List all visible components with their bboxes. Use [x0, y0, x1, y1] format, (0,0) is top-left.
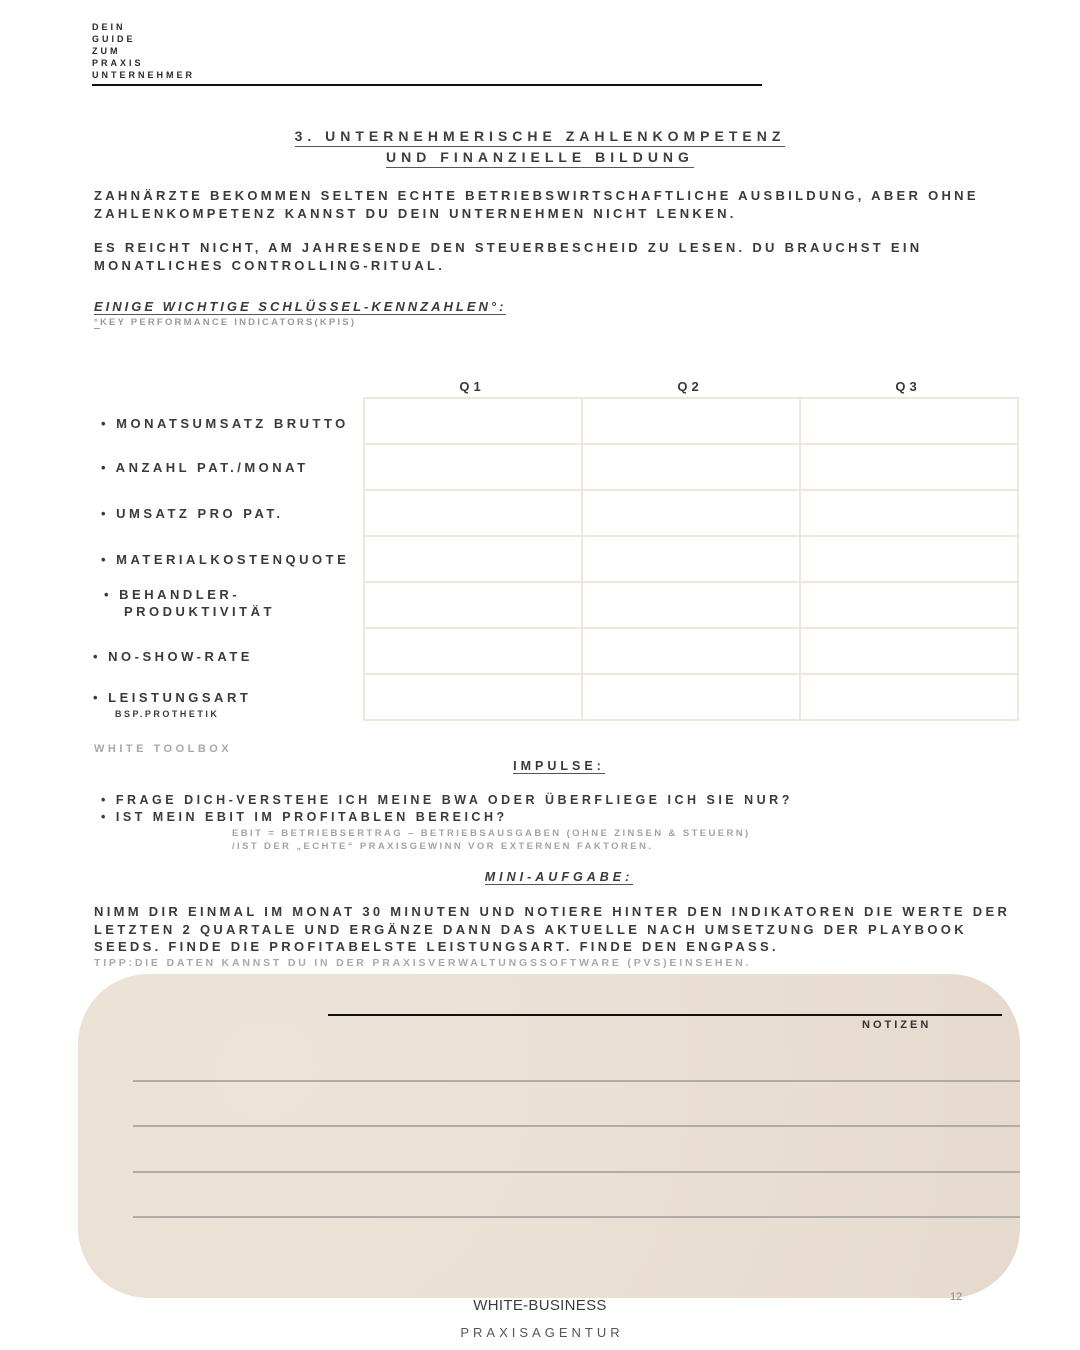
row-label-leistungsart [93, 689, 251, 723]
impulse-heading [0, 759, 1080, 773]
notes-label: NOTIZEN [862, 1019, 932, 1031]
column-header-q2: Q2 [677, 379, 703, 394]
footnote-mark: ° [94, 317, 100, 328]
intro-paragraph: ZAHNÄRZTE BEKOMMEN SELTEN ECHTE BETRIEBSWIRTSCHAFTLICHE AUSBILDUNG, ABER OHNE ZAHLENKOMPETENZ KANNST DU DEIN UNTERNEHMEN NICHT LENKEN. [94, 188, 979, 221]
guide-title [92, 21, 195, 81]
kpi-cell[interactable] [581, 535, 801, 583]
section-title [0, 126, 1080, 168]
column-header-q1: Q1 [459, 379, 485, 394]
impulse-item: • IST MEIN EBIT IM PROFITABLEN BEREICH? [101, 810, 508, 824]
kpi-cell[interactable] [581, 443, 801, 491]
header-divider [92, 84, 762, 86]
notes-line[interactable] [133, 1171, 1020, 1173]
row-label-leistungsart-main: • LEISTUNGSART [93, 690, 252, 705]
kpi-cell[interactable] [581, 397, 801, 445]
ebit-line: EBIT = BETRIEBSERTRAG – BETRIEBSAUSGABEN (OHNE ZINSEN & STEUERN) [232, 828, 751, 839]
mini-task-text: NIMM DIR EINMAL IM MONAT 30 MINUTEN UND NOTIERE HINTER DEN INDIKATOREN DIE WERTE DER LETZTEN 2 QUARTALE UND ERGÄNZE DANN DAS AKTUELLE NACH UMSETZUNG DER PLAYBOOK SEEDS. FINDE DIE PROFITABELSTE LEISTUNGSART. FINDE DEN ENGPASS. [94, 904, 1011, 954]
section-title-line1: 3. UNTERNEHMERISCHE ZAHLENKOMPETENZ [295, 126, 786, 147]
controlling-paragraph: ES REICHT NICHT, AM JAHRESENDE DEN STEUERBESCHEID ZU LESEN. DU BRAUCHST EIN MONATLICHES CONTROLLING-RITUAL. [94, 240, 923, 273]
mini-task-heading-text: MINI-AUFGABE: [484, 870, 634, 884]
row-label-behandler-line1: • BEHANDLER- [104, 587, 241, 602]
kpi-cell[interactable] [363, 535, 583, 583]
kpi-cell[interactable] [363, 443, 583, 491]
row-label-behandler-line2: PRODUKTIVITÄT [124, 604, 275, 619]
row-label-behandler [104, 586, 275, 620]
row-label-materialkostenquote: • MATERIALKOSTENQUOTE [101, 552, 350, 567]
row-label-umsatz-pro-pat: • UMSATZ PRO PAT. [101, 506, 284, 521]
kpi-footnote [94, 317, 356, 328]
footer-agency: PRAXISAGENTUR [460, 1325, 624, 1340]
impulse-item: • FRAGE DICH-VERSTEHE ICH MEINE BWA ODER ÜBERFLIEGE ICH SIE NUR? [101, 793, 793, 807]
kpi-cell[interactable] [363, 581, 583, 629]
kpi-cell[interactable] [581, 673, 801, 721]
page-number: 12 [950, 1291, 963, 1303]
kpi-cell[interactable] [799, 673, 1019, 721]
kpi-cell[interactable] [799, 397, 1019, 445]
tip-text: TIPP:DIE DATEN KANNST DU IN DER PRAXISVERWALTUNGSSOFTWARE (PVS)EINSEHEN. [94, 957, 752, 969]
row-label-no-show-rate: • NO-SHOW-RATE [93, 649, 253, 664]
row-label-leistungsart-sub: BSP.PROTHETIK [115, 709, 220, 719]
toolbox-label: WHITE TOOLBOX [94, 743, 233, 755]
row-label-anzahl-pat: • ANZAHL PAT./MONAT [101, 460, 309, 475]
kpi-cell[interactable] [581, 489, 801, 537]
mini-task-heading [0, 870, 1080, 884]
kpi-cell[interactable] [363, 627, 583, 675]
ebit-note [232, 827, 751, 853]
guide-line: ZUM [92, 46, 121, 56]
kpi-cell[interactable] [799, 627, 1019, 675]
notes-line[interactable] [133, 1080, 1020, 1082]
footer-brand: WHITE-BUSINESS [473, 1297, 607, 1314]
kpi-cell[interactable] [363, 397, 583, 445]
kpi-cell[interactable] [363, 489, 583, 537]
section-title-line2: UND FINANZIELLE BILDUNG [386, 147, 694, 168]
ebit-line: /IST DER „ECHTE“ PRAXISGEWINN VOR EXTERNEN FAKTOREN. [232, 841, 654, 852]
kpi-cell[interactable] [799, 535, 1019, 583]
notes-line[interactable] [133, 1216, 1020, 1218]
kpi-cell[interactable] [581, 581, 801, 629]
column-header-q3: Q3 [895, 379, 921, 394]
notes-divider [328, 1014, 1002, 1016]
kpi-cell[interactable] [363, 673, 583, 721]
notes-line[interactable] [133, 1125, 1020, 1127]
guide-line: DEIN [92, 22, 126, 32]
kpi-cell[interactable] [799, 443, 1019, 491]
kpi-cell[interactable] [799, 489, 1019, 537]
impulse-heading-text: IMPULSE: [513, 759, 605, 773]
row-label-monatsumsatz: • MONATSUMSATZ BRUTTO [101, 416, 349, 431]
footnote-text: KEY PERFORMANCE INDICATORS(KPIS) [100, 317, 357, 328]
kpi-cell[interactable] [799, 581, 1019, 629]
guide-line: GUIDE [92, 34, 136, 44]
kpi-heading: EINIGE WICHTIGE SCHLÜSSEL-KENNZAHLEN°: [94, 299, 507, 314]
kpi-table [363, 397, 1017, 719]
guide-line: PRAXIS [92, 58, 144, 68]
kpi-cell[interactable] [581, 627, 801, 675]
guide-line: UNTERNEHMER [92, 70, 196, 80]
